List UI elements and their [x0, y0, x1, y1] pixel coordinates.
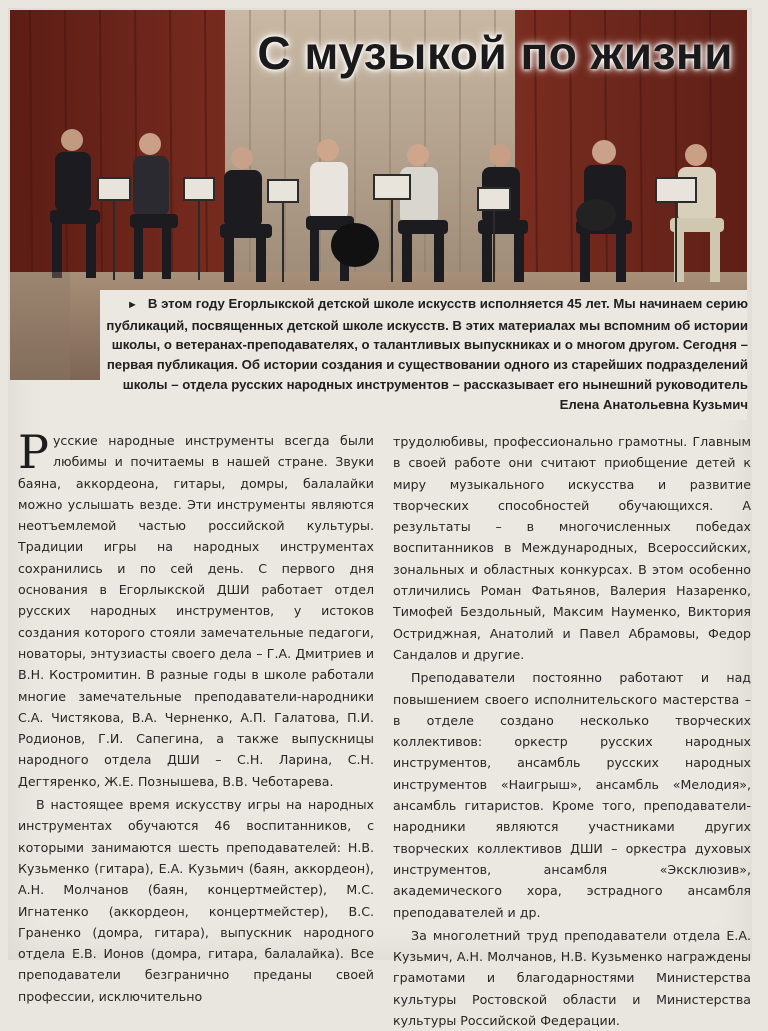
- article-paragraph: трудолюбивы, профессионально грамотны. Главным в своей работе они считают приобщение детей к миру музыкального искусства и развитие творческих способностей обучающихся. А результаты – в многочисленных победах воспитанников в Международных, Всероссийских, зональных и областных конкурсах. В этом особенно отличились Роман Фатьянов, Валерия Назаренко, Тимофей Бездольный, Максим Науменко, Виктория Остриджная, Анатолий и Павел Абрамовы, Федор Сандалов и другие.: [393, 434, 751, 662]
- lead-box: [10, 290, 747, 420]
- triangle-right-icon: ►: [127, 299, 138, 311]
- drop-cap: Р: [18, 425, 49, 479]
- article-paragraph: [18, 425, 374, 792]
- article-column-right: [393, 431, 751, 1031]
- article-headline: С музыкой по жизни: [257, 27, 733, 79]
- article-paragraph: За многолетний труд преподаватели отдела Е.А. Кузьмич, А.Н. Молчанов, Н.В. Кузьменко награждены грамотами и благодарностями Министерства культуры Ростовской области и Министерства культуры Российской Федерации.: [393, 927, 751, 1029]
- paragraph-text: усские народные инструменты всегда были любимы и почитаемы в нашей стране. Звуки баяна, аккордеона, гитары, домры, балалайки можно услышать везде. Эти инструменты являются неотъемлемой частью российской культуры. Традиции игры на народных инструментах сохранились и по сей день. С первого дня основания в Егорлыкской ДШИ работает отдел русских народных инструментов, у истоков создания которого стояли замечательные педагоги, новаторы, энтузиасты своего дела – Г.А. Дмитриев и В.Н. Костромитин. В разные годы в школе работали многие замечательные преподаватели-народники С.А. Чистякова, В.А. Черненко, А.П. Галатова, П.И. Родионов, Г.И. Сапегина, а также выпускницы народного отдела ДШИ – С.Н. Ларина, С.Н. Дегтяренко, Ж.Е. Познышева, В.В. Чеботарева.: [18, 433, 374, 789]
- lead-text: В этом году Егорлыкской детской школе искусств исполняется 45 лет. Мы начинаем серию публикаций, посвященных детской школе искусств. В этих материалах мы вспомним об истории школы, о ветеранах-преподавателях, о талантливых выпускниках и о многом другом. Сегодня – первая публикация. Об истории создания и существовании одного из старейших подразделений школы – отдела русских народных инструментов – рассказывает его нынешний руководитель Елена Анатольевна Кузьмич: [106, 296, 748, 412]
- lead-paragraph: [92, 294, 748, 414]
- article-paragraph: Преподаватели постоянно работают и над повышением своего исполнительского мастерства – в отделе создано несколько творческих коллективов: оркестр русских народных инструментов, ансамбль русских народных инструментов «Наигрыш», ансамбль «Мелодия», ансамбль гитаристов. Кроме того, преподаватели-народники являются участниками других творческих коллективов ДШИ – оркестра духовых инструментов, ансамбля «Эксклюзив», академического хора, эстрадного ансамбля преподавателей и др.: [393, 670, 751, 920]
- article-column-left: [18, 425, 374, 1007]
- article-paragraph: В настоящее время искусству игры на народных инструментах обучаются 46 воспитанников, с которыми занимаются шесть преподавателей: Н.В. Кузьменко (гитара), Е.А. Кузьмич (баян, аккордеон), А.Н. Молчанов (баян, концертмейстер), М.С. Игнатенко (аккордеон, концертмейстер), В.С. Граненко (домра, гитара), выпускник народного отдела Е.В. Ионов (домра, гитара, балалайка). Все преподаватели безгранично преданы своей профессии, исключительно: [18, 797, 374, 1004]
